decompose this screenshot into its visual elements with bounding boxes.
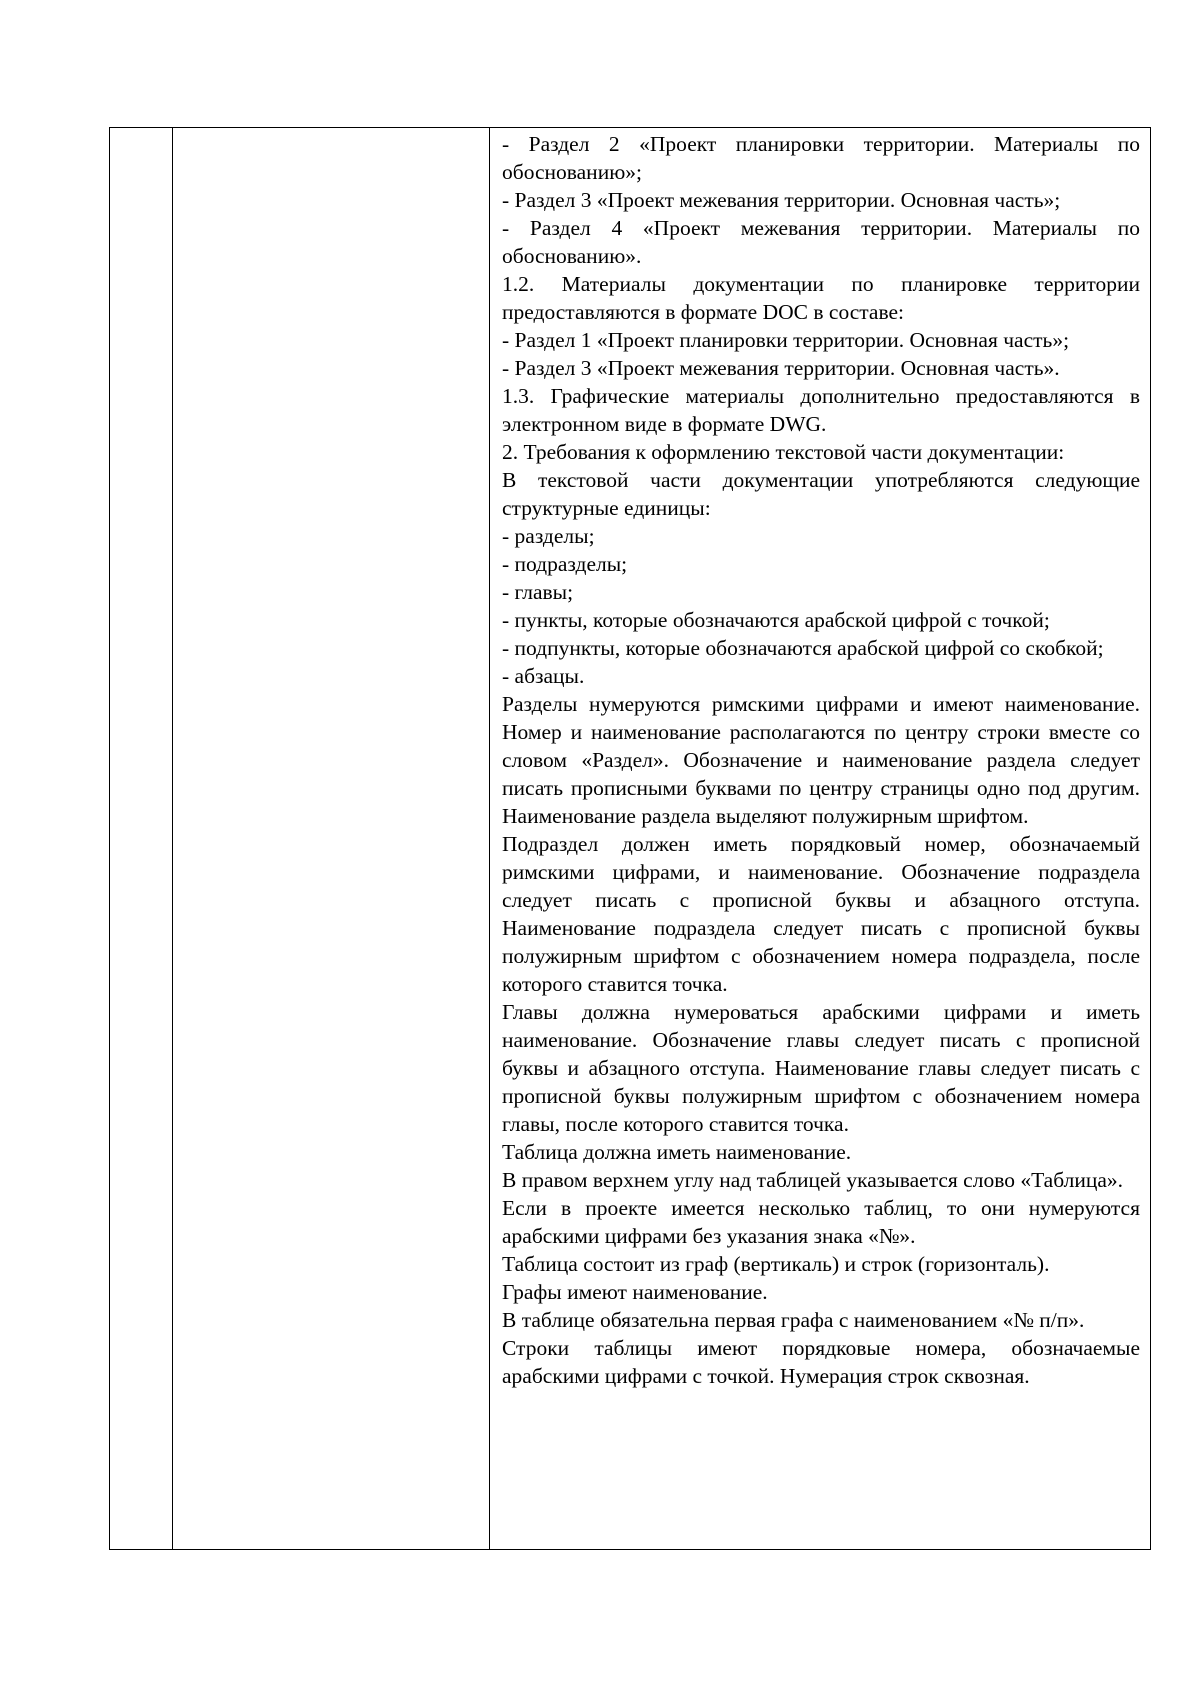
table-row [110,128,1151,1550]
paragraph: 1.2. Материалы документации по планировке территории предоставляются в формате DOC в составе: [502,272,1140,324]
paragraph: Строки таблицы имеют порядковые номера, обозначаемые арабскими цифрами с точкой. Нумерация строк сквозная. [502,1336,1140,1388]
content-cell [490,128,1151,1550]
paragraph: Если в проекте имеется несколько таблиц, то они нумеруются арабскими цифрами без указания знака «№». [502,1196,1140,1248]
paragraph: В таблице обязательна первая графа с наименованием «№ п/п». [502,1308,1085,1332]
paragraph: Подраздел должен иметь порядковый номер, обозначаемый римскими цифрами, и наименование. Обозначение подраздела следует писать с прописной буквы и абзацного отступа. Наименование подраздела следует писать с прописной буквы полужирным шрифтом с обозначением номера подраздела, после которого ставится точка. [502,832,1140,996]
paragraph: В текстовой части документации употребляются следующие структурные единицы: [502,468,1140,520]
paragraph: В правом верхнем углу над таблицей указывается слово «Таблица». [502,1168,1124,1192]
paragraph: - Раздел 2 «Проект планировки территории. Материалы по обоснованию»; [502,132,1140,184]
list-item: - разделы; [502,524,595,548]
list-item: - подпункты, которые обозначаются арабской цифрой со скобкой; [502,636,1104,660]
paragraph: Главы должна нумероваться арабскими цифрами и иметь наименование. Обозначение главы следует писать с прописной буквы и абзацного отступа. Наименование главы следует писать с прописной буквы полужирным шрифтом с обозначением номера главы, после которого ставится точка. [502,1000,1140,1136]
paragraph: - Раздел 4 «Проект межевания территории. Материалы по обоснованию». [502,216,1140,268]
document-table [109,127,1151,1550]
paragraph: - Раздел 1 «Проект планировки территории. Основная часть»; [502,328,1070,352]
paragraph: 2. Требования к оформлению текстовой части документации: [502,440,1065,464]
paragraph: Разделы нумеруются римскими цифрами и имеют наименование. Номер и наименование располагаются по центру строки вместе со словом «Раздел». Обозначение и наименование раздела следует писать прописными буквами по центру страницы одно под другим. Наименование раздела выделяют полужирным шрифтом. [502,692,1140,828]
list-item: - абзацы. [502,664,585,688]
paragraph: Графы имеют наименование. [502,1280,768,1304]
number-cell [110,128,173,1550]
list-item: - подразделы; [502,552,628,576]
name-cell [173,128,490,1550]
paragraph: Таблица должна иметь наименование. [502,1140,852,1164]
list-item: - главы; [502,580,574,604]
paragraph: Таблица состоит из граф (вертикаль) и строк (горизонталь). [502,1252,1050,1276]
paragraph: - Раздел 3 «Проект межевания территории. Основная часть». [502,356,1060,380]
list-item: - пункты, которые обозначаются арабской цифрой с точкой; [502,608,1050,632]
paragraph: 1.3. Графические материалы дополнительно предоставляются в электронном виде в формате DWG. [502,384,1140,436]
paragraph: - Раздел 3 «Проект межевания территории. Основная часть»; [502,188,1061,212]
